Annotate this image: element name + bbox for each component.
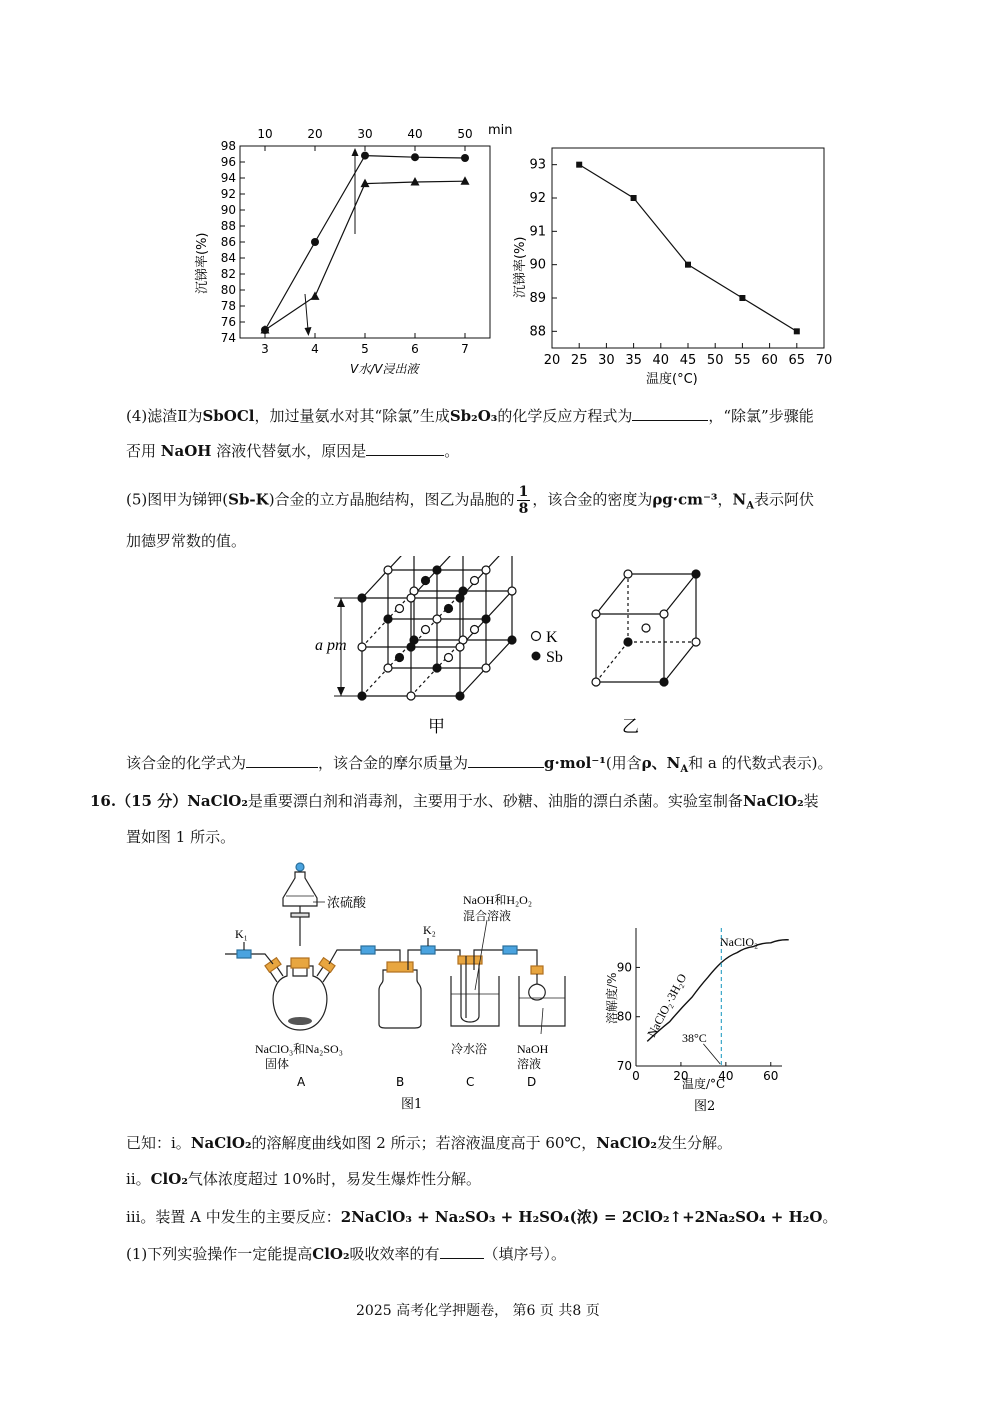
x-tick-label: 5	[361, 342, 369, 356]
atom-k	[592, 610, 600, 618]
y-tick-label: 86	[220, 235, 236, 249]
data-point-square	[685, 262, 691, 268]
q4-formula-sbocl: SbOCl	[202, 407, 255, 425]
dimension-arrow-top	[337, 598, 345, 607]
mix-solution-label-1: NaOH和H₂O₂	[463, 893, 533, 907]
clamp-c-d	[503, 946, 517, 954]
chart-2-frame	[529, 148, 832, 368]
atom-sb	[396, 654, 404, 662]
atom-sb	[445, 605, 453, 613]
x2-tick-label: 40	[407, 127, 423, 141]
q4-text: ，“除氯”步骤能	[708, 407, 814, 425]
x-tick-label: 0	[632, 1069, 640, 1083]
caption-jia: 甲	[428, 717, 445, 737]
fig2-caption: 图2	[694, 1099, 716, 1114]
formula-naclo2: NaClO₂	[187, 792, 248, 810]
x-tick-label: 6	[411, 342, 419, 356]
naoh-pointer	[541, 1008, 543, 1034]
y-tick-label: 90	[616, 960, 632, 975]
plot-frame	[552, 148, 824, 348]
atom-sb	[692, 570, 700, 578]
q4-text: 否用	[126, 442, 157, 460]
x2-tick-label: 20	[307, 127, 323, 141]
molar-mass-unit: g·mol⁻¹	[544, 754, 606, 772]
label-naclo2: NaClO₂	[720, 935, 759, 949]
q5-line-1	[126, 484, 814, 518]
label-trihydrate: NaClO₂·3H₂O	[644, 971, 690, 1040]
atom-k	[433, 615, 441, 623]
data-point-triangle	[461, 176, 470, 185]
answer-blank[interactable]	[632, 406, 708, 421]
x-tick-label: 3	[261, 342, 269, 356]
data-point-square	[576, 162, 582, 168]
y-tick-label: 70	[616, 1059, 632, 1073]
test-tube-c	[461, 962, 479, 1022]
formula-naclo2: NaClO₂	[742, 792, 804, 810]
y-tick-label: 76	[220, 315, 236, 329]
legend-k-label: K	[546, 629, 558, 646]
y-tick-label: 92	[529, 191, 546, 206]
q5-line-2: 加德罗常数的值。	[126, 532, 247, 550]
a-pm-label: a pm	[315, 637, 347, 654]
data-point-triangle	[361, 179, 370, 188]
y-tick-label: 78	[220, 299, 236, 313]
y-tick-label: 82	[220, 267, 236, 281]
atom-k	[407, 692, 415, 700]
y-tick-label: 96	[220, 155, 236, 169]
atom-sb	[456, 594, 464, 602]
beaker-c	[451, 976, 499, 1026]
q4-text: ，加过量氨水对其“除氯”生成	[254, 407, 450, 425]
y-tick-label: 88	[529, 324, 546, 340]
x-tick-label: 4	[311, 342, 319, 356]
q5-text: (5)图甲为锑钾(	[126, 490, 229, 509]
known-text: ⅲ。装置 A 中发生的主要反应：	[126, 1208, 341, 1226]
data-point-circle	[461, 154, 469, 162]
fig1-caption: 图1	[401, 1097, 423, 1112]
x-tick-label: 40	[652, 353, 670, 368]
clamp-a-b	[361, 946, 375, 954]
atom-k	[445, 654, 453, 662]
q4-line-2	[126, 440, 459, 462]
q4-text: 。	[444, 442, 460, 460]
legend-k-marker	[532, 632, 541, 641]
threshold-38c-pointer	[703, 1044, 720, 1064]
q16-line-1	[90, 790, 819, 812]
chart-1-marks	[261, 148, 470, 336]
x-tick-label: 55	[734, 353, 751, 368]
atom-k	[456, 643, 464, 651]
fraction-numerator: 1	[518, 484, 529, 500]
data-point-square	[794, 328, 800, 334]
y-tick-label: 89	[529, 291, 546, 306]
answer-blank[interactable]	[440, 1244, 484, 1259]
conc-h2so4-label: 浓硫酸	[327, 896, 367, 911]
y-tick-label: 84	[220, 251, 236, 265]
atom-k	[384, 664, 392, 672]
known-text: ⅱ。	[126, 1170, 151, 1188]
inverted-funnel-d	[529, 974, 546, 1000]
atom-sb	[456, 692, 464, 700]
x-tick-label: 70	[815, 353, 833, 368]
q16-text: 装	[803, 792, 819, 810]
y-tick-label: 98	[220, 139, 236, 153]
k1-label: K₁	[235, 927, 248, 941]
known-text: 。	[822, 1208, 838, 1226]
y-tick-label: 93	[529, 157, 546, 173]
x2-tick-label: 50	[457, 127, 473, 141]
density-expression: ρg·cm⁻³	[652, 490, 718, 509]
atom-k	[471, 626, 479, 634]
q4-formula-sb2o3: Sb₂O₃	[449, 407, 498, 425]
y-tick-label: 92	[220, 187, 236, 201]
q16-line-2: 置如图 1 所示。	[126, 828, 236, 846]
fraction-one-eighth	[517, 484, 531, 517]
answer-blank[interactable]	[366, 441, 444, 456]
x-tick-label: 20	[673, 1069, 689, 1083]
q1-text: 吸收效率的有	[349, 1245, 440, 1263]
q5-text: 和 a 的代数式表示)。	[688, 754, 833, 772]
beaker-d-stopper	[531, 966, 543, 974]
q5-formula-sbk: Sb-K	[228, 490, 269, 509]
formula-naclo2: NaClO₂	[596, 1134, 657, 1152]
known-text: 的溶解度曲线如图 2 所示；若溶液温度高于 60℃，	[251, 1134, 597, 1152]
x2-tick-label: 30	[357, 127, 373, 141]
q5-text: ，	[717, 490, 733, 509]
caption-yi: 乙	[622, 717, 639, 737]
atom-k	[592, 678, 600, 686]
cold-bath-label: 冷水浴	[451, 1042, 488, 1056]
q4-formula-naoh: NaOH	[160, 442, 212, 460]
label-c: C	[466, 1075, 475, 1089]
atom-k	[508, 587, 516, 595]
atom-k	[422, 626, 430, 634]
x2-tick-label: 10	[257, 127, 273, 141]
solubility-xlabel: 温度/°C	[682, 1077, 726, 1091]
label-b: B	[396, 1075, 405, 1089]
y-tick-label: 74	[220, 331, 236, 345]
atom-sb	[624, 638, 632, 646]
x-tick-label: 65	[788, 353, 806, 368]
data-point-circle	[361, 152, 369, 160]
page-footer: 2025 高考化学押题卷， 第6 页 共8 页	[356, 1303, 600, 1319]
atom-k	[384, 566, 392, 574]
known-text: 发生分解。	[656, 1134, 732, 1152]
atom-sb	[433, 664, 441, 672]
q5-text: (用含	[605, 754, 642, 772]
formula-clo2: ClO₂	[150, 1170, 188, 1188]
known-i	[126, 1132, 732, 1154]
chart-1-top-unit: min	[488, 123, 513, 138]
formula-clo2: ClO₂	[312, 1245, 350, 1263]
y-tick-label: 90	[220, 203, 236, 217]
separatory-funnel	[283, 872, 317, 906]
axis-arrow-down-head	[305, 327, 312, 336]
atom-sb	[422, 577, 430, 585]
x-tick-label: 20	[543, 353, 561, 368]
q5-tail-line	[126, 752, 832, 781]
q1-text: (1)下列实验操作一定能提高	[126, 1245, 313, 1263]
question-number: 16.	[90, 792, 117, 810]
k1-valve[interactable]	[237, 950, 251, 958]
question-score: （15 分）	[116, 792, 188, 810]
mix-solution-pointer	[475, 920, 487, 990]
atom-k	[692, 638, 700, 646]
dimension-arrow-bottom	[337, 687, 345, 696]
axis-arrow-down	[305, 294, 308, 330]
q16-text: 是重要漂白剂和消毒剂，主要用于水、砂糖、油脂的漂白杀菌。实验室制备	[247, 792, 743, 810]
y-tick-label: 90	[529, 257, 546, 273]
atom-k	[660, 610, 668, 618]
k2-label: K₂	[423, 923, 436, 937]
naoh-label-2: 溶液	[517, 1057, 542, 1071]
x-tick-label: 7	[461, 342, 469, 356]
test-tube-c-stopper	[458, 956, 482, 964]
bottle-b	[379, 970, 421, 1028]
atom-sb	[660, 678, 668, 686]
bottle-b-stopper	[387, 962, 413, 972]
atom-k	[407, 594, 415, 602]
label-38c: 38°C	[682, 1031, 707, 1045]
x-tick-label: 25	[570, 353, 588, 368]
q5-text: )合金的立方晶胞结构，图乙为晶胞的	[268, 490, 515, 509]
q5-text: ，该合金的密度为	[532, 490, 653, 509]
data-point-circle	[311, 238, 319, 246]
atom-k	[396, 605, 404, 613]
avogadro-subscript: A	[680, 764, 689, 775]
rho-na-symbols: ρ、N	[641, 754, 681, 772]
atom-k	[358, 643, 366, 651]
chart-2-xlabel: 温度(°C)	[646, 372, 698, 387]
chart-2	[506, 138, 846, 390]
y-tick-label: 80	[616, 1009, 632, 1024]
k2-valve[interactable]	[421, 946, 435, 954]
x-tick-label: 60	[761, 353, 778, 368]
legend-sb-label: Sb	[546, 649, 563, 666]
naoh-label-1: NaOH	[517, 1042, 549, 1056]
solid-label-1: NaClO₃和Na₂SO₃	[255, 1042, 343, 1056]
known-ii	[126, 1168, 481, 1190]
y-tick-label: 88	[220, 219, 236, 233]
q4-text: (4)滤渣Ⅱ为	[126, 407, 203, 425]
x-tick-label: 45	[679, 353, 697, 368]
atom-k	[482, 566, 490, 574]
flask-stopper-center	[291, 958, 309, 968]
atom-k	[482, 664, 490, 672]
cube-edge-z	[664, 642, 696, 682]
q5-text: 该合金的化学式为	[126, 754, 247, 772]
apparatus-figure	[225, 858, 615, 1120]
q16-sub1	[126, 1243, 566, 1265]
mix-solution-label-2: 混合溶液	[463, 909, 512, 923]
solid-label-2: 固体	[265, 1057, 290, 1071]
series-triangle-line	[265, 181, 465, 330]
label-d: D	[527, 1075, 537, 1089]
crystal-figures	[310, 556, 730, 742]
atom-sb	[407, 643, 415, 651]
reaction-equation: 2NaClO₃ + Na₂SO₃ + H₂SO₄(浓) = 2ClO₂↑+2Na₂SO₄ + H₂O	[340, 1208, 823, 1226]
atom-sb	[508, 636, 516, 644]
chart-1	[190, 118, 520, 380]
x-tick-label: 60	[763, 1069, 779, 1083]
axis-arrow-up-head	[352, 148, 359, 156]
funnel-stopper	[296, 863, 304, 871]
x-tick-label: 30	[598, 353, 615, 368]
data-point-square	[739, 295, 745, 301]
solubility-frame	[617, 928, 782, 1083]
y-tick-label: 91	[529, 224, 546, 240]
answer-blank[interactable]	[468, 753, 544, 768]
cube-edge-z	[596, 574, 628, 614]
solubility-chart	[596, 920, 796, 1114]
chart-2-ylabel: 沉锑率(%)	[513, 236, 528, 298]
y-tick-label: 80	[220, 283, 236, 297]
crystal-cell-yi	[592, 570, 700, 686]
q4-line-1	[126, 405, 814, 427]
cube-edge-z	[664, 574, 696, 614]
series-line	[579, 165, 797, 332]
x-tick-label: 50	[706, 353, 724, 368]
x-tick-label: 40	[718, 1069, 734, 1083]
known-iii	[126, 1206, 837, 1228]
answer-blank[interactable]	[246, 753, 318, 768]
data-point-circle	[411, 153, 419, 161]
atom-sb	[384, 615, 392, 623]
y-tick-label: 94	[220, 171, 236, 185]
q4-text: 的化学反应方程式为	[497, 407, 633, 425]
q4-text: 溶液代替氨水，原因是	[216, 442, 367, 460]
x-tick-label: 35	[625, 353, 642, 368]
avogadro-subscript: A	[746, 500, 755, 512]
atom-sb	[433, 566, 441, 574]
solubility-ylabel: 溶解度/%	[605, 972, 619, 1024]
known-text: 气体浓度超过 10%时，易发生爆炸性分解。	[187, 1170, 482, 1188]
flask-solid	[288, 1017, 312, 1025]
label-a: A	[297, 1075, 306, 1089]
atom-k	[624, 570, 632, 578]
q5-text: 表示阿伏	[754, 490, 815, 509]
known-text: 已知：ⅰ。	[126, 1134, 191, 1152]
crystal-cell-jia	[358, 556, 516, 700]
formula-naclo2: NaClO₂	[190, 1134, 252, 1152]
atom-k-center	[642, 624, 650, 632]
chart-1-ylabel: 沉锑率(%)	[195, 232, 210, 294]
data-point-triangle	[411, 177, 420, 186]
q5-text: ，该合金的摩尔质量为	[318, 754, 469, 772]
data-point-square	[631, 195, 637, 201]
atom-k	[471, 577, 479, 585]
legend-sb-marker	[532, 652, 541, 661]
avogadro-symbol: N	[732, 490, 747, 509]
chart-1-xlabel: V水/V浸出液	[350, 362, 419, 376]
chart-2-marks	[576, 162, 800, 335]
data-point-triangle	[311, 291, 320, 300]
cube-edge-z	[596, 642, 628, 682]
funnel-stopcock	[291, 913, 309, 917]
q1-text: （填序号）。	[483, 1245, 567, 1263]
atom-sb	[482, 615, 490, 623]
fraction-denominator: 8	[518, 501, 529, 517]
